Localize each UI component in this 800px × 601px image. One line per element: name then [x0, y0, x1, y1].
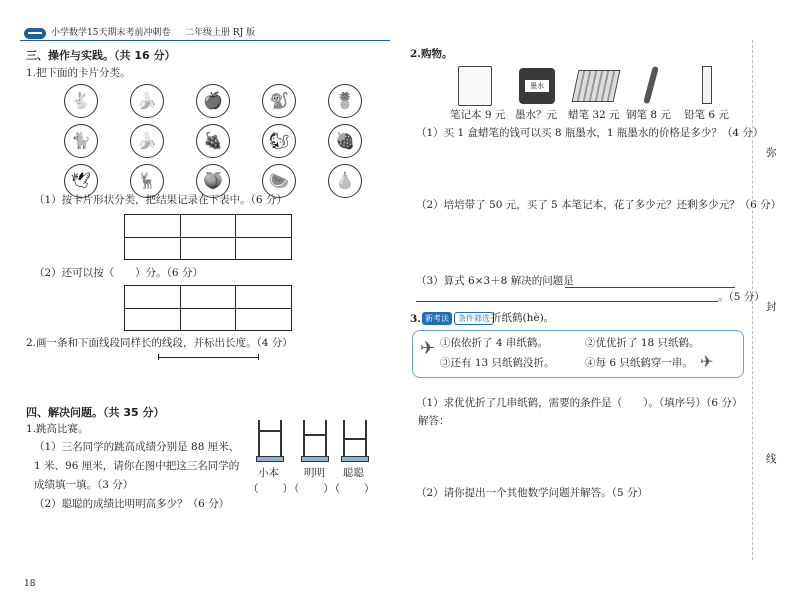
table-cell[interactable] [125, 237, 181, 260]
q3-part2: （2）请你提出一个其他数学问题并解答。（5 分） [416, 487, 648, 499]
table-cell[interactable] [125, 308, 181, 331]
binding-line [752, 40, 754, 560]
athlete-name-1: 小本 [258, 467, 279, 479]
new-method-badge: 新考法 [422, 312, 452, 325]
item-price-notebook: 笔记本 9 元 [450, 109, 506, 121]
rabbit-card-icon: 🐇 [64, 84, 98, 118]
athlete-name-3: 聪聪 [343, 467, 364, 479]
athlete-name-2: 明明 [304, 467, 325, 479]
height-blanks[interactable]: （ ）（ ）（ ） [248, 483, 376, 495]
strawberry-card-icon: 🍓 [328, 124, 362, 158]
header-title: 小学数学15天期末考前冲刺卷 [51, 28, 171, 38]
q2-part1: （1）买 1 盒蜡笔的钱可以买 8 瓶墨水，1 瓶墨水的价格是多少？（4 分） [416, 127, 764, 139]
q2-part2: （2）培培带了 50 元，买了 5 本笔记本，花了多少元？还剩多少元？（6 分） [416, 199, 782, 211]
table-cell[interactable] [180, 308, 236, 331]
table-cell[interactable] [236, 286, 292, 309]
q3-number: 3. [410, 313, 421, 325]
item-price-ink: 墨水？元 [515, 109, 557, 121]
ink-bottle-icon [519, 68, 555, 104]
high-jump-frame [258, 420, 282, 462]
result-table-2 [124, 285, 292, 331]
peach-card-icon: 🍑 [196, 164, 230, 198]
condition-4: ④每 6 只纸鹤穿一串。 [585, 357, 693, 369]
apple-card-icon: 🍎 [196, 84, 230, 118]
deer-card-icon: 🦌 [130, 164, 164, 198]
paper-crane-icon: ✈ [700, 352, 714, 371]
table-cell[interactable] [180, 215, 236, 238]
margin-mark: 弥 [766, 147, 777, 159]
table-cell[interactable] [125, 286, 181, 309]
pencil-icon [702, 66, 712, 104]
table-cell[interactable] [180, 286, 236, 309]
table-cell[interactable] [236, 215, 292, 238]
high-jump-frame [343, 420, 367, 462]
watermelon-card-icon: 🍉 [262, 164, 296, 198]
condition-1: ①依依折了 4 串纸鹤。 [440, 337, 548, 349]
q3-title: 折纸鹤(hè)。 [491, 312, 555, 324]
reference-segment [158, 357, 258, 358]
table-cell[interactable] [125, 215, 181, 238]
section3-heading: 三、操作与实践。（共 16 分） [26, 49, 176, 62]
series-logo [24, 28, 46, 39]
crayon-box-icon [572, 70, 621, 102]
sec4-q1-text2: 1 米、96 厘米，请你在图中把这三名同学的 [34, 460, 240, 472]
item-price-crayon: 蜡笔 32 元 [568, 109, 620, 121]
sec3-q2-title: 2.画一条和下面线段同样长的线段，并标出长度。（4 分） [26, 337, 293, 349]
condition-filter-badge: 条件筛选 [454, 312, 494, 325]
q2-part3-score: 。（5 分） [718, 291, 765, 303]
sec4-q1-text4: （2）聪聪的成绩比明明高多少？（6 分） [34, 498, 230, 510]
pineapple-card-icon: 🍍 [328, 84, 362, 118]
q2-part3: （3）算式 6×3＋8 解决的问题是 [416, 275, 574, 287]
section4-heading: 四、解决问题。（共 35 分） [26, 406, 165, 419]
paper-crane-icon: ✈ [420, 338, 436, 359]
sec3-q1-part1: （1）按卡片形状分类，把结果记录在下表中。（6 分） [34, 194, 287, 206]
item-price-pen: 钢笔 8 元 [626, 109, 671, 121]
segment-endpoint [258, 354, 259, 360]
fountain-pen-icon [643, 66, 659, 104]
header-edition: 二年级上册 RJ 版 [185, 28, 256, 38]
sec4-q1-text1: （1）三名同学的跳高成绩分别是 88 厘米、 [34, 441, 240, 453]
grapes-card-icon: 🍇 [196, 124, 230, 158]
condition-3: ③还有 13 只纸鹤没折。 [440, 357, 555, 369]
sec3-q1-title: 1.把下面的卡片分类。 [26, 67, 131, 79]
q3-part1: （1）求优优折了几串纸鹤，需要的条件是（ ）。（填序号）（6 分） [416, 397, 743, 409]
squirrel-card-icon: 🐿 [262, 124, 296, 158]
answer-line[interactable] [565, 287, 735, 288]
header-rule [20, 40, 390, 41]
cat-card-icon: 🐈 [64, 124, 98, 158]
notebook-icon [458, 66, 492, 106]
q3-answer-label: 解答： [418, 415, 450, 427]
table-cell[interactable] [180, 237, 236, 260]
item-price-pencil: 铅笔 6 元 [684, 109, 729, 121]
pear-card-icon: 🍐 [328, 164, 362, 198]
bird-card-icon: 🕊 [64, 164, 98, 198]
result-table-1 [124, 214, 292, 260]
condition-2: ②优优折了 18 只纸鹤。 [585, 337, 700, 349]
margin-mark: 封 [766, 301, 777, 313]
banana-card-icon: 🍌 [130, 124, 164, 158]
monkey-card-icon: 🐒 [262, 84, 296, 118]
ink-label: 墨水 [525, 80, 549, 92]
answer-line[interactable] [416, 301, 718, 302]
sec4-q1-title: 1.跳高比赛。 [26, 423, 89, 435]
sec4-q1-text3: 成绩填一填。（3 分） [34, 479, 134, 491]
table-cell[interactable] [236, 237, 292, 260]
sec3-q1-part2: （2）还可以按（ ）分。（6 分） [34, 267, 203, 279]
page-number: 18 [24, 579, 36, 589]
bananas-card-icon: 🍌 [130, 84, 164, 118]
q2-shopping-title: 2.购物。 [410, 48, 453, 60]
table-cell[interactable] [236, 308, 292, 331]
segment-endpoint [158, 354, 159, 360]
high-jump-frame [303, 420, 327, 462]
margin-mark: 线 [766, 453, 777, 465]
